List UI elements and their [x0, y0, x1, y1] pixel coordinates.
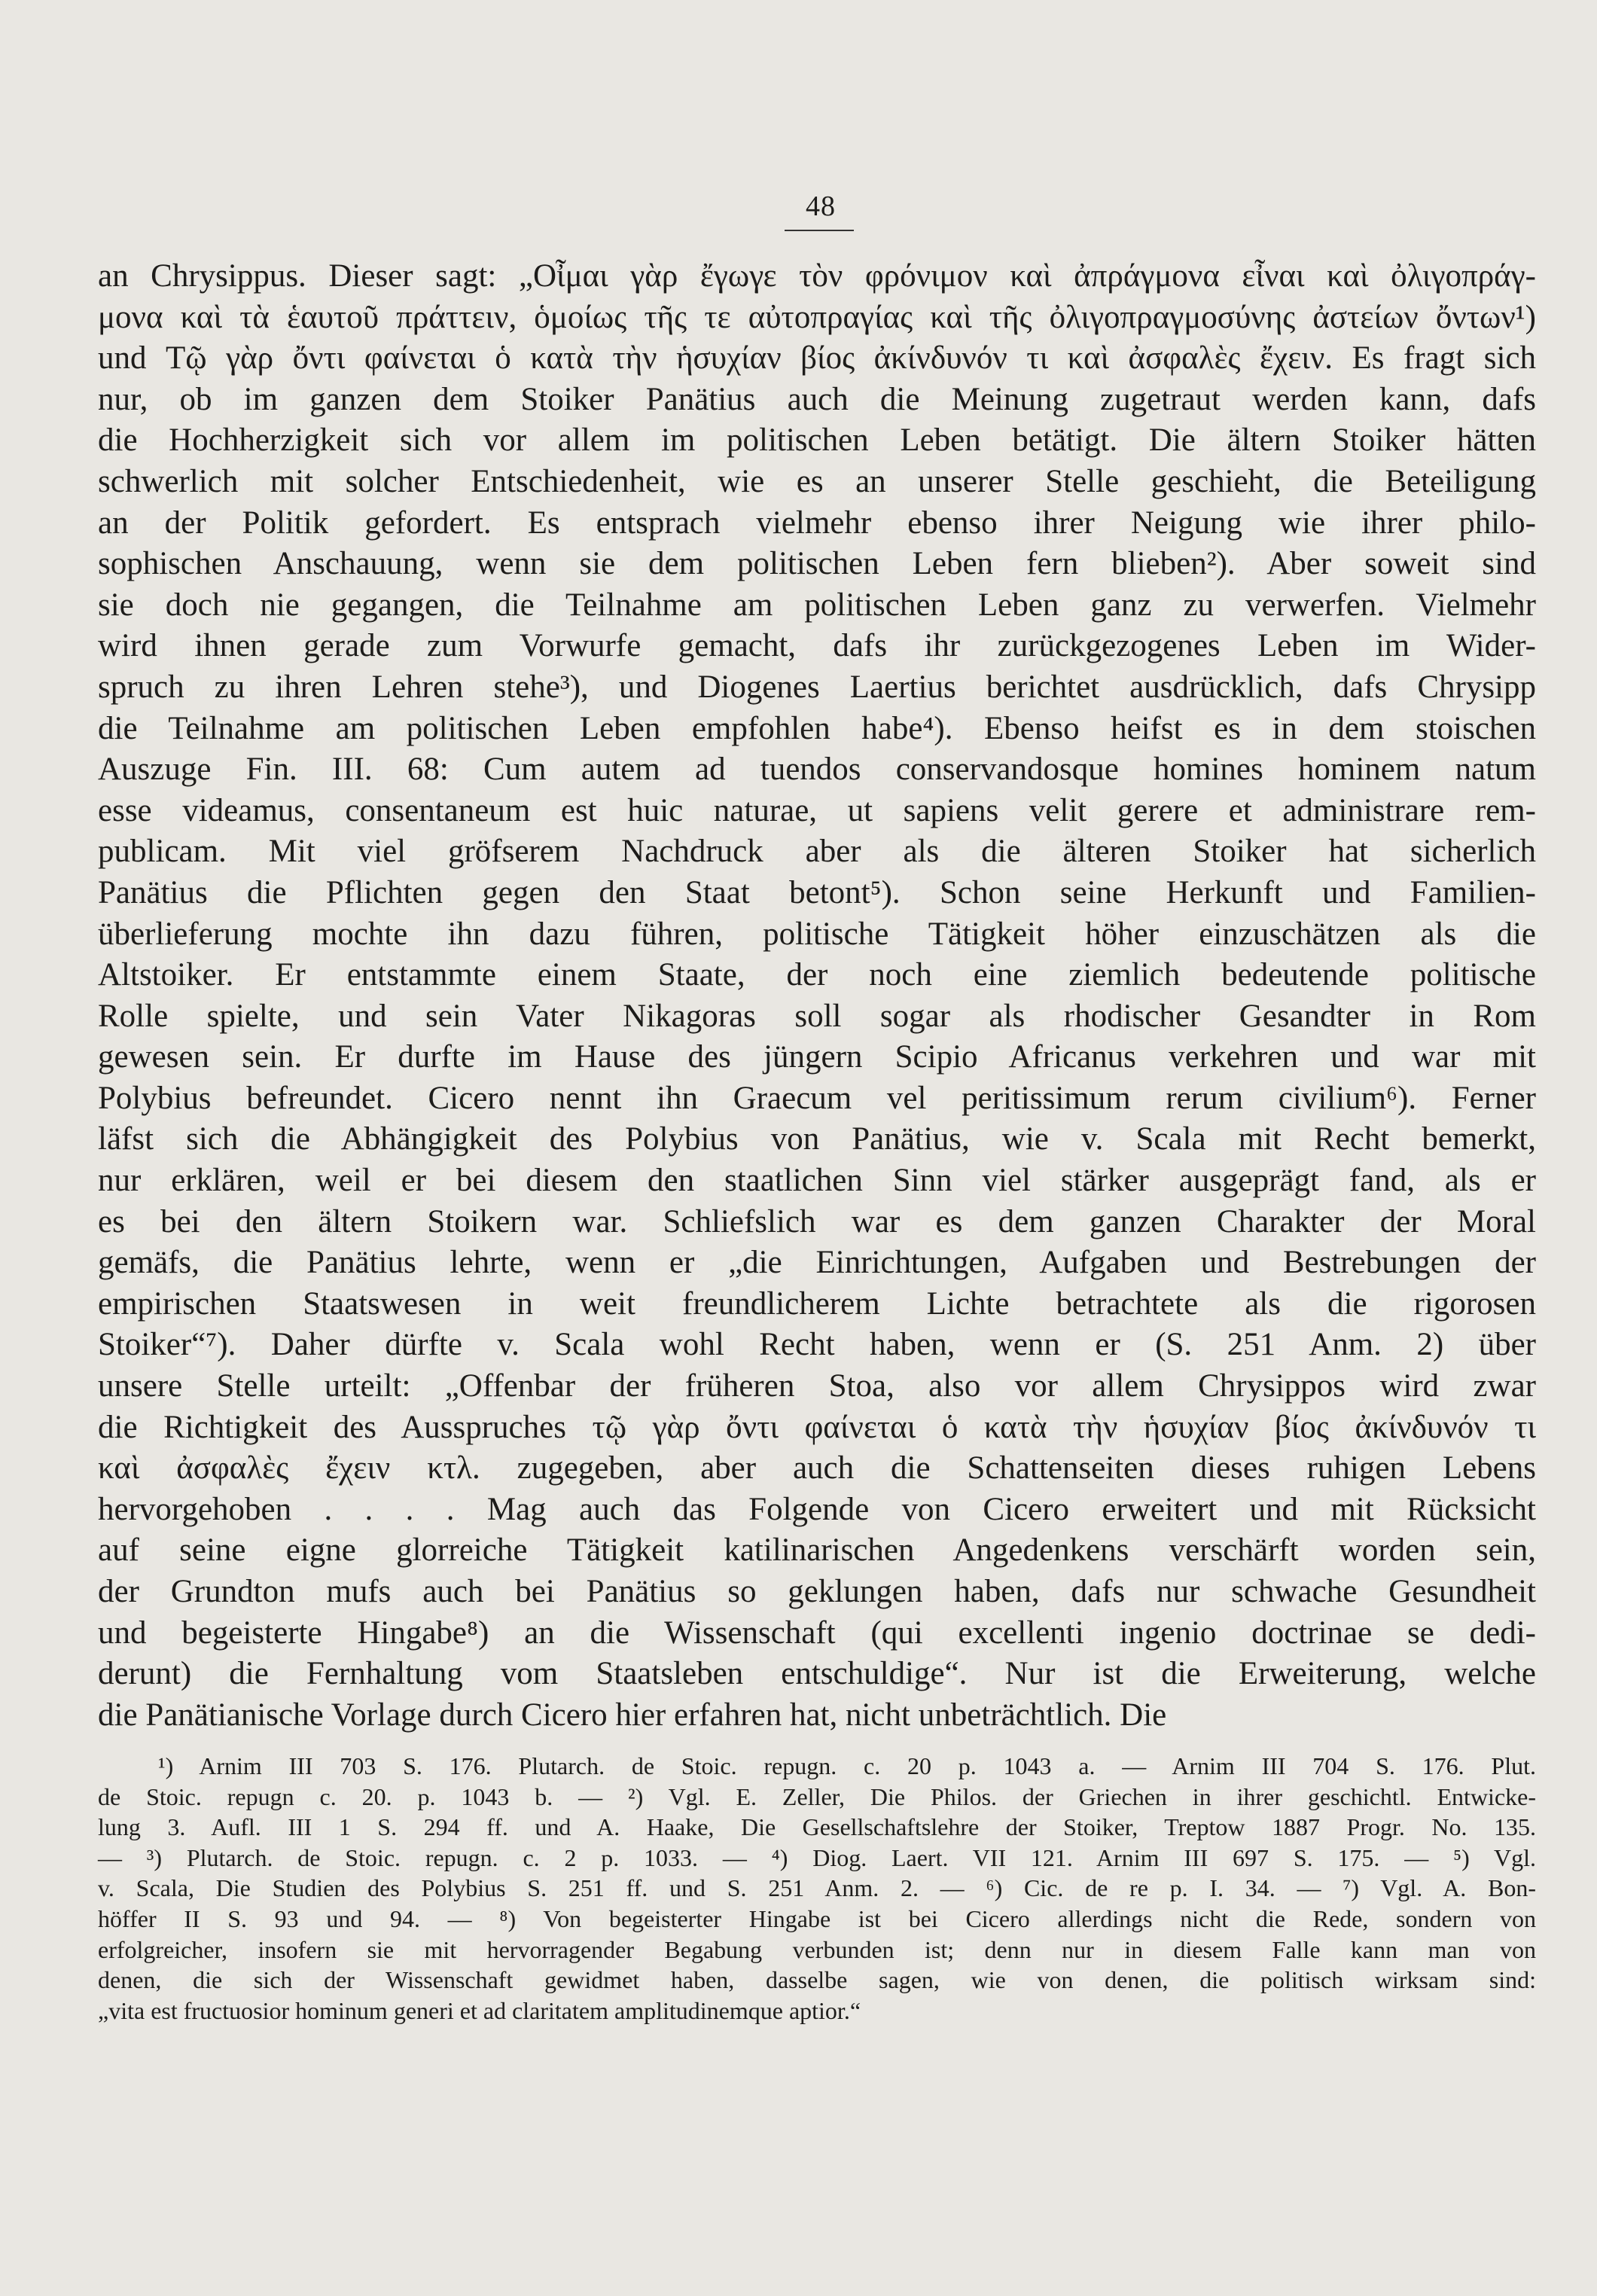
body-line: gemäfs, die Panätius lehrte, wenn er „die Einrichtungen, Aufgaben und Bestrebungen der — [98, 1245, 1536, 1281]
body-line: Rolle spielte, und sein Vater Nikagoras soll sogar als rhodischer Gesandter in Rom — [98, 998, 1536, 1034]
body-line: empirischen Staatswesen in weit freundlicherem Lichte betrachtete als die rigorosen — [98, 1285, 1536, 1322]
body-line: nur erklären, weil er bei diesem den staatlichen Sinn viel stärker ausgeprägt fand, als er — [98, 1163, 1536, 1199]
body-line: Auszuge Fin. III. 68: Cum autem ad tuendos conservandosque homines hominem natum — [98, 752, 1536, 788]
footnote-line: höffer II S. 93 und 94. — ⁸) Von begeisterter Hingabe ist bei Cicero allerdings nicht die Rede, sondern von — [98, 1904, 1536, 1932]
footnote-line: „vita est fructuosior hominum generi et ad claritatem amplitudinemque aptior.“ — [98, 1996, 861, 2024]
body-line: wird ihnen gerade zum Vorwurfe gemacht, dafs ihr zurückgezogenes Leben im Wider- — [98, 628, 1536, 664]
body-line: μονα καὶ τὰ ἑαυτοῦ πράττειν, ὁμοίως τῆς τε αὐτοπραγίας καὶ τῆς ὀλιγοπραγμοσύνης ἀστείων ὄντων¹) — [98, 299, 1536, 335]
body-line: gewesen sein. Er durfte im Hause des jüngern Scipio Africanus verkehren und war mit — [98, 1039, 1536, 1075]
body-line: Panätius die Pflichten gegen den Staat betont⁵). Schon seine Herkunft und Familien- — [98, 874, 1536, 910]
body-line: Altstoiker. Er entstammte einem Staate, der noch eine ziemlich bedeutende politische — [98, 957, 1536, 993]
body-line: auf seine eigne glorreiche Tätigkeit katilinarischen Angedenkens verschärft worden sein, — [98, 1532, 1536, 1569]
body-line: hervorgehoben . . . . Mag auch das Folgende von Cicero erweitert und mit Rücksicht — [98, 1491, 1536, 1527]
footnote-line: — ³) Plutarch. de Stoic. repugn. c. 2 p. 1033. — ⁴) Diog. Laert. VII 121. Arnim III 697 S. 175. — ⁵) Vgl. — [98, 1843, 1536, 1871]
body-line: und Τῷ γὰρ ὄντι φαίνεται ὁ κατὰ τὴν ἡσυχίαν βίος ἀκίνδυνόν τι καὶ ἀσφαλὲς ἔχειν. Es fragt sich — [98, 340, 1536, 377]
body-line: läfst sich die Abhängigkeit des Polybius von Panätius, wie v. Scala mit Recht bemerkt, — [98, 1121, 1536, 1157]
body-text — [98, 256, 1536, 1736]
body-line: sie doch nie gegangen, die Teilnahme am politischen Leben ganz zu verwerfen. Vielmehr — [98, 587, 1536, 623]
body-line: spruch zu ihren Lehren stehe³), und Diogenes Laertius berichtet ausdrücklich, dafs Chrysipp — [98, 669, 1536, 705]
footnote-line: denen, die sich der Wissenschaft gewidmet haben, dasselbe sagen, wie von denen, die politisch wirksam sind: — [98, 1966, 1536, 1994]
body-line: es bei den ältern Stoikern war. Schliefslich war es dem ganzen Charakter der Moral — [98, 1203, 1536, 1239]
page-number-rule — [785, 230, 854, 231]
page-number: 48 — [806, 191, 836, 222]
body-line: überlieferung mochte ihn dazu führen, politische Tätigkeit höher einzuschätzen als die — [98, 916, 1536, 952]
footnote-line: v. Scala, Die Studien des Polybius S. 251 ff. und S. 251 Anm. 2. — ⁶) Cic. de re p. I. 34. — ⁷) Vgl. A. Bon- — [98, 1874, 1536, 1902]
footnotes — [98, 1751, 1536, 2026]
footnote-line: de Stoic. repugn c. 20. p. 1043 b. — ²) Vgl. E. Zeller, Die Philos. der Griechen in ihrer geschichtl. Entwicke- — [98, 1782, 1536, 1810]
body-line: die Panätianische Vorlage durch Cicero hier erfahren hat, nicht unbeträchtlich. Die — [98, 1697, 1167, 1733]
body-line: und begeisterte Hingabe⁸) an die Wissenschaft (qui excellenti ingenio doctrinae se dedi- — [98, 1615, 1536, 1651]
body-line: publicam. Mit viel gröfserem Nachdruck aber als die älteren Stoiker hat sicherlich — [98, 834, 1536, 870]
body-line: καὶ ἀσφαλὲς ἔχειν κτλ. zugegeben, aber auch die Schattenseiten dieses ruhigen Lebens — [98, 1450, 1536, 1486]
body-line: der Grundton mufs auch bei Panätius so geklungen haben, dafs nur schwache Gesundheit — [98, 1574, 1536, 1609]
body-line: unsere Stelle urteilt: „Offenbar der früheren Stoa, also vor allem Chrysippos wird zwar — [98, 1368, 1536, 1404]
body-line: die Teilnahme am politischen Leben empfohlen habe⁴). Ebenso heifst es in dem stoischen — [98, 710, 1536, 746]
body-line: sophischen Anschauung, wenn sie dem politischen Leben fern blieben²). Aber soweit sind — [98, 546, 1536, 582]
body-line: nur, ob im ganzen dem Stoiker Panätius auch die Meinung zugetraut werden kann, dafs — [98, 381, 1536, 417]
body-line: schwerlich mit solcher Entschiedenheit, wie es an unserer Stelle geschieht, die Beteiligung — [98, 463, 1536, 499]
body-line: die Hochherzigkeit sich vor allem im politischen Leben betätigt. Die ältern Stoiker hätten — [98, 422, 1536, 459]
footnote-line: lung 3. Aufl. III 1 S. 294 ff. und A. Haake, Die Gesellschaftslehre der Stoiker, Treptow 1887 Progr. No. 135. — [98, 1813, 1536, 1841]
body-line: esse videamus, consentaneum est huic naturae, ut sapiens velit gerere et administrare rem- — [98, 792, 1536, 828]
footnote-line: erfolgreicher, insofern sie mit hervorragender Begabung verbunden ist; denn nur in diesem Falle kann man von — [98, 1935, 1536, 1963]
body-line: Stoiker“⁷). Daher dürfte v. Scala wohl Recht haben, wenn er (S. 251 Anm. 2) über — [98, 1327, 1536, 1363]
footnote-line: ¹) Arnim III 703 S. 176. Plutarch. de Stoic. repugn. c. 20 p. 1043 a. — Arnim III 704 S. 176. Plut. — [158, 1752, 1536, 1779]
body-line: die Richtigkeit des Ausspruches τῷ γὰρ ὄντι φαίνεται ὁ κατὰ τὴν ἡσυχίαν βίος ἀκίνδυνόν τι — [98, 1409, 1536, 1445]
body-line: an Chrysippus. Dieser sagt: „Οἶμαι γὰρ ἔγωγε τὸν φρόνιμον καὶ ἀπράγμονα εἶναι καὶ ὀλιγοπράγ- — [98, 258, 1536, 294]
body-line: derunt) die Fernhaltung vom Staatsleben entschuldige“. Nur ist die Erweiterung, welche — [98, 1656, 1536, 1692]
body-line: an der Politik gefordert. Es entsprach vielmehr ebenso ihrer Neigung wie ihrer philo- — [98, 505, 1536, 541]
body-line: Polybius befreundet. Cicero nennt ihn Graecum vel peritissimum rerum civilium⁶). Ferner — [98, 1080, 1536, 1116]
